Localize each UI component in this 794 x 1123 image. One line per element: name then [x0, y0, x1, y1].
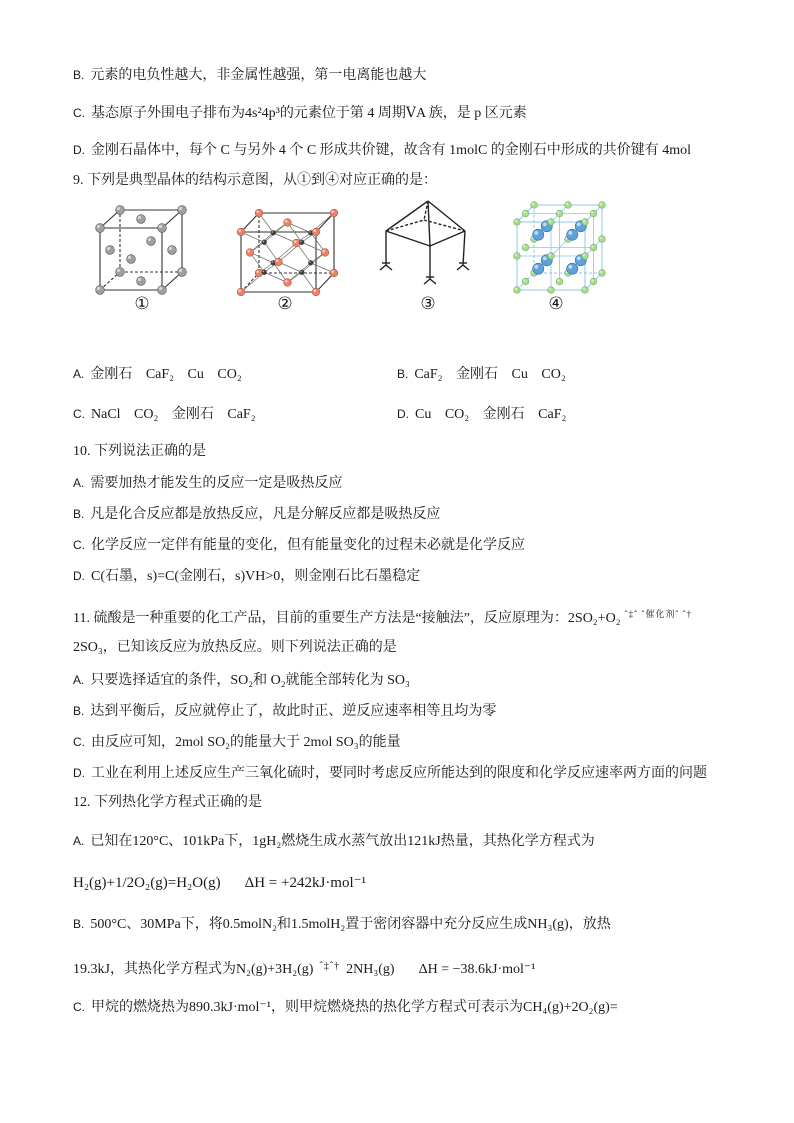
small-atom [308, 260, 313, 265]
option-label: A. [73, 367, 85, 381]
atom-highlight [107, 247, 110, 250]
equation-text: H₂(g)+1/2O₂(g)=H₂O(g) [73, 875, 221, 891]
q12-option-b-continuation [73, 957, 535, 980]
small-atom [514, 219, 521, 226]
q12-option-b [73, 914, 611, 935]
q8-option-b [73, 65, 426, 86]
atom-highlight [583, 288, 585, 290]
atom-highlight [331, 270, 334, 273]
large-atom [312, 228, 320, 236]
atom-highlight [138, 216, 141, 219]
continuation-text: 19.3kJ，其热化学方程式为N₂(g)+3H₂(g) [73, 962, 314, 977]
atom-highlight [534, 265, 538, 269]
lattice-atom [127, 255, 136, 264]
atom-highlight [117, 269, 120, 272]
small-atom [514, 287, 521, 294]
option-label: C. [73, 407, 85, 421]
small-atom [262, 240, 267, 245]
option-text: 需要加热才能发生的反应一定是吸热反应 [90, 476, 343, 491]
atom-highlight [591, 211, 593, 213]
small-atom [548, 253, 555, 260]
atom-highlight [97, 287, 100, 290]
atom-highlight [159, 287, 162, 290]
small-atom [590, 278, 597, 285]
q11-option-d [73, 763, 707, 784]
large-atom [321, 249, 329, 257]
atom-highlight [583, 254, 585, 256]
small-atom [522, 278, 529, 285]
atom-highlight [543, 222, 547, 226]
q10-option-a [73, 473, 342, 494]
small-atom [299, 270, 304, 275]
small-atom [599, 236, 606, 243]
atom-highlight [179, 269, 182, 272]
bond-line [428, 201, 430, 246]
q9-option-c [73, 404, 256, 425]
q12-stem: 12. 下列热化学方程式正确的是 [73, 795, 262, 810]
small-atom [565, 202, 572, 209]
option-text: 基态原子外围电子排布为4s²4p³的元素位于第 4 周期ⅤA 族，是 p 区元素 [91, 106, 527, 121]
atom-highlight [515, 254, 517, 256]
figure-label-3: ③ [420, 294, 436, 314]
lattice-atom [106, 246, 115, 255]
option-text: 金刚石 CaF₂ Cu CO₂ [90, 367, 242, 382]
large-atom [330, 209, 338, 217]
atom-highlight [313, 229, 316, 232]
atom-highlight [256, 270, 259, 273]
small-atom [599, 270, 606, 277]
q10-option-b [73, 504, 440, 525]
option-label: C. [73, 538, 85, 552]
large-atom [246, 249, 254, 257]
small-atom [271, 230, 276, 235]
small-atom [299, 240, 304, 245]
atom-highlight [169, 247, 172, 250]
q10-option-d [73, 566, 420, 587]
crystal-figure-2 [237, 209, 338, 296]
equilibrium-arrow: ˆ‡ˆ† [319, 961, 341, 972]
option-label: A. [73, 673, 85, 687]
large-atom [312, 288, 320, 296]
option-label: B. [397, 367, 409, 381]
option-text: NaCl CO₂ 金刚石 CaF₂ [91, 407, 256, 422]
delta-h: ΔH = +242kJ·mol⁻¹ [244, 875, 367, 891]
atom-highlight [568, 231, 572, 235]
atom-highlight [557, 211, 559, 213]
small-atom [262, 270, 267, 275]
option-text: 由反应可知，2mol SO₂的能量大于 2mol SO₃的能量 [91, 735, 401, 750]
lattice-atom [137, 215, 146, 224]
atom-highlight [549, 288, 551, 290]
q11-stem-line-2: 2SO₃，已知该反应为放热反应。则下列说法正确的是 [73, 640, 397, 655]
q12-option-a [73, 831, 595, 852]
atom-highlight [557, 279, 559, 281]
atom-highlight [600, 237, 602, 239]
large-atom [237, 228, 245, 236]
atom-highlight [523, 245, 525, 247]
lattice-atom [168, 246, 177, 255]
bond-fork [380, 265, 386, 270]
atom-highlight [523, 211, 525, 213]
figure-label-1: ① [134, 294, 150, 314]
small-atom [531, 202, 538, 209]
atom-highlight [591, 279, 593, 281]
large-atom [284, 219, 292, 227]
atom-highlight [285, 280, 288, 283]
option-text: CaF₂ 金刚石 Cu CO₂ [414, 367, 566, 382]
option-label: D. [73, 569, 85, 583]
small-atom [590, 210, 597, 217]
small-atom [556, 278, 563, 285]
option-label: D. [397, 407, 409, 421]
atom-highlight [600, 271, 602, 273]
large-atom [533, 263, 544, 274]
crystal-figure-3 [380, 201, 469, 284]
lattice-atom [116, 206, 125, 215]
atom-highlight [117, 207, 120, 210]
bond-fork [424, 279, 430, 284]
atom-highlight [549, 254, 551, 256]
bond-fork [430, 279, 436, 284]
atom-highlight [138, 278, 141, 281]
small-atom [522, 210, 529, 217]
bond-leg [463, 231, 465, 265]
q11-option-a [73, 670, 410, 691]
atom-highlight [179, 207, 182, 210]
crystal-figure-1 [96, 206, 187, 295]
catalyst-arrow: ˆ‡ˆ ˆ催化剂ˆ ˆ† [624, 609, 693, 619]
q11-stem-line-1 [73, 604, 692, 629]
large-atom [255, 209, 263, 217]
q9-stem: 9. 下列是典型晶体的结构示意图，从①到④对应正确的是： [73, 173, 437, 188]
product-text: 2NH₃(g) [346, 962, 395, 977]
option-label: A. [73, 834, 85, 848]
atom-highlight [263, 271, 265, 273]
option-text: 元素的电负性越大，非金属性越强，第一电离能也越大 [90, 68, 427, 83]
atom-highlight [276, 259, 279, 262]
option-text: Cu CO₂ 金刚石 CaF₂ [415, 407, 567, 422]
atom-highlight [263, 241, 265, 243]
option-label: C. [73, 735, 85, 749]
figure-label-2: ② [277, 294, 293, 314]
atom-highlight [515, 288, 517, 290]
large-atom [275, 258, 283, 266]
q9-option-d [397, 404, 566, 425]
small-atom [599, 202, 606, 209]
atom-highlight [583, 220, 585, 222]
atom-highlight [309, 231, 311, 233]
crystal-structure-figures [0, 190, 794, 310]
q10-option-c [73, 535, 525, 556]
option-text: 金刚石晶体中，每个 C 与另外 4 个 C 形成共价键，故含有 1molC 的金刚石中形成的共价键有 4mol [91, 143, 692, 158]
atom-highlight [97, 225, 100, 228]
small-atom [548, 287, 555, 294]
atom-highlight [577, 222, 581, 226]
q9-option-a [73, 364, 242, 385]
stem-text: 11. 硫酸是一种重要的化工产品，目前的重要生产方法是“接触法”，反应原理为：2SO₂+O₂ [73, 611, 621, 626]
large-atom [293, 239, 301, 247]
atom-highlight [300, 241, 302, 243]
atom-highlight [313, 289, 316, 292]
q12-option-c [73, 997, 618, 1018]
atom-highlight [543, 256, 547, 260]
atom-highlight [532, 203, 534, 205]
lattice-atom [158, 224, 167, 233]
atom-highlight [577, 256, 581, 260]
atom-highlight [238, 289, 241, 292]
q12-option-a-equation [73, 873, 366, 893]
option-label: B. [73, 704, 85, 718]
option-text: 500°C、30MPa下，将0.5molN₂和1.5molH₂置于密闭容器中充分反应生成NH₃(g)，放热 [90, 917, 611, 932]
atom-highlight [256, 210, 259, 213]
atom-highlight [515, 220, 517, 222]
large-atom [284, 279, 292, 287]
atom-highlight [285, 220, 288, 223]
lattice-atom [158, 286, 167, 295]
option-label: D. [73, 143, 85, 157]
large-atom [237, 288, 245, 296]
small-atom [522, 244, 529, 251]
figure-label-4: ④ [548, 294, 564, 314]
large-atom [533, 229, 544, 240]
small-atom [582, 253, 589, 260]
option-label: A. [73, 476, 85, 490]
atom-highlight [272, 231, 274, 233]
hidden-bond-line [386, 220, 424, 231]
lattice-atom [116, 268, 125, 277]
atom-highlight [309, 261, 311, 263]
option-text: 工业在利用上述反应生产三氧化硫时，要同时考虑反应所能达到的限度和化学反应速率两方面的问题 [91, 766, 707, 781]
option-text: 凡是化合反应都是放热反应，凡是分解反应都是吸热反应 [90, 507, 441, 522]
atom-highlight [148, 238, 151, 241]
lattice-atom [96, 286, 105, 295]
lattice-atom [178, 268, 187, 277]
bond-fork [463, 265, 469, 270]
small-atom [582, 219, 589, 226]
small-atom [548, 219, 555, 226]
atom-highlight [331, 210, 334, 213]
q11-option-b [73, 701, 496, 722]
option-text: 达到平衡后，反应就停止了，故此时正、逆反应速率相等且均为零 [90, 704, 497, 719]
atom-highlight [300, 271, 302, 273]
atom-highlight [566, 203, 568, 205]
atom-highlight [549, 220, 551, 222]
q8-option-d [73, 140, 691, 161]
atom-highlight [523, 279, 525, 281]
atom-highlight [600, 203, 602, 205]
large-atom [330, 269, 338, 277]
small-atom [556, 210, 563, 217]
lattice-atom [137, 277, 146, 286]
lattice-atom [178, 206, 187, 215]
crystal-figure-4 [514, 202, 606, 294]
q8-option-c [73, 103, 527, 124]
atom-highlight [591, 245, 593, 247]
option-text: 甲烷的燃烧热为890.3kJ·mol⁻¹，则甲烷燃烧热的热化学方程式可表示为CH₄(g)+2O₂(g)= [91, 1000, 618, 1015]
bond-fork [386, 265, 392, 270]
bond-fork [457, 265, 463, 270]
lattice-atom [96, 224, 105, 233]
atom-highlight [322, 250, 325, 253]
atom-highlight [272, 261, 274, 263]
option-label: B. [73, 68, 85, 82]
option-label: C. [73, 106, 85, 120]
small-atom [590, 244, 597, 251]
option-label: B. [73, 917, 85, 931]
atom-highlight [128, 256, 131, 259]
large-atom [255, 269, 263, 277]
option-text: 化学反应一定伴有能量的变化，但有能量变化的过程未必就是化学反应 [91, 538, 525, 553]
option-label: B. [73, 507, 85, 521]
bond-line [386, 201, 428, 231]
option-label: D. [73, 766, 85, 780]
atom-highlight [247, 250, 250, 253]
q10-stem: 10. 下列说法正确的是 [73, 444, 206, 459]
bond-line [428, 201, 465, 231]
q11-option-c [73, 732, 401, 753]
large-atom [567, 229, 578, 240]
bond-line [430, 231, 465, 246]
atom-highlight [159, 225, 162, 228]
option-label: C. [73, 1000, 85, 1014]
small-atom [582, 287, 589, 294]
lattice-atom [147, 237, 156, 246]
large-atom [567, 263, 578, 274]
option-text: 已知在120°C、101kPa下，1gH₂燃烧生成水蒸气放出121kJ热量，其热化学方程式为 [90, 834, 595, 849]
atom-highlight [568, 265, 572, 269]
atom-highlight [238, 229, 241, 232]
delta-h: ΔH = −38.6kJ·mol⁻¹ [418, 962, 536, 977]
atom-highlight [534, 231, 538, 235]
option-text: 只要选择适宜的条件，SO₂和 O₂就能全部转化为 SO₃ [90, 673, 410, 688]
bond-line [386, 231, 430, 246]
small-atom [514, 253, 521, 260]
option-text: C(石墨，s)=C(金刚石，s)VH>0，则金刚石比石墨稳定 [91, 569, 421, 584]
atom-highlight [294, 240, 297, 243]
q9-option-b [397, 364, 566, 385]
